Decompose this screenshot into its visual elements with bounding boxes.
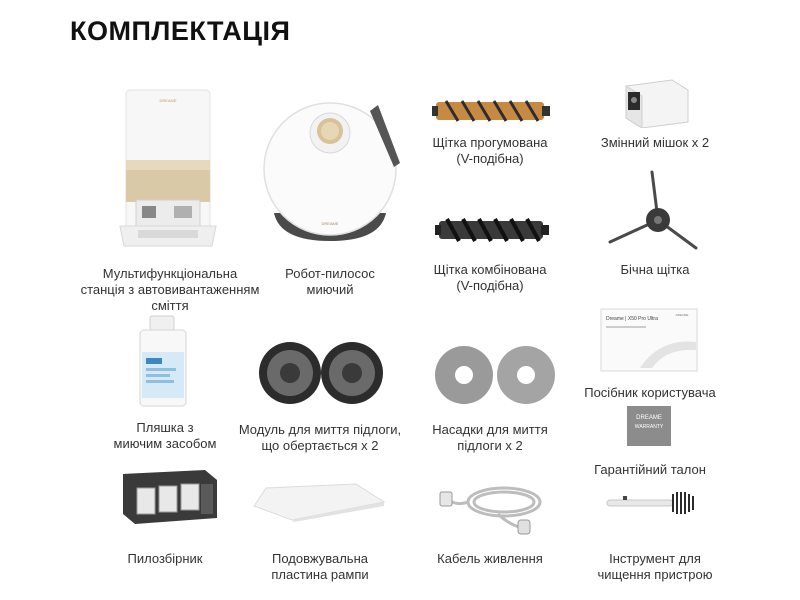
station-brand: DREAME bbox=[159, 98, 177, 103]
warranty-word: WARRANTY bbox=[634, 424, 664, 430]
mop-modules-image bbox=[258, 338, 384, 408]
dust-bin-image bbox=[117, 468, 221, 526]
warranty-brand: DREAME bbox=[636, 415, 662, 421]
caption-manual: Посібник користувача bbox=[584, 385, 716, 400]
side-brush-image bbox=[602, 168, 702, 258]
caption-bottle: Пляшка з миючим засобом bbox=[113, 420, 217, 451]
combo-brush-image bbox=[435, 217, 549, 243]
caption-ramp-plate: Подовжувальна пластина рампи bbox=[271, 551, 369, 582]
caption-robot: Робот-пилосос миючий bbox=[285, 266, 375, 297]
caption-cleaning-tool: Інструмент для чищення пристрою bbox=[597, 551, 713, 582]
caption-power-cable: Кабель живлення bbox=[437, 551, 543, 566]
caption-warranty: Гарантійний талон bbox=[594, 462, 706, 477]
caption-rubber-brush: Щітка прогумована (V-подібна) bbox=[432, 135, 548, 166]
robot-brand: DREAME bbox=[321, 221, 339, 226]
caption-dust-bag: Змінний мішок x 2 bbox=[600, 135, 710, 150]
caption-mop-modules: Модуль для миття підлоги, що обертається x 2 bbox=[238, 422, 402, 453]
manual-brand: DREAME bbox=[675, 313, 689, 317]
detergent-bottle-image bbox=[136, 314, 192, 408]
caption-station: Мультифункціональна станція з автовивантаженням сміття bbox=[80, 266, 260, 313]
dust-bag-image bbox=[622, 78, 692, 128]
robot-vacuum-image bbox=[250, 93, 410, 243]
cleaning-tool-image bbox=[605, 486, 697, 518]
manual-heading: Dreame | X50 Pro Ultra bbox=[606, 316, 658, 322]
rubber-brush-image bbox=[432, 98, 550, 124]
page-title: КОМПЛЕКТАЦІЯ bbox=[70, 16, 291, 46]
power-cable-image bbox=[438, 476, 548, 536]
caption-mop-pads: Насадки для миття підлоги x 2 bbox=[432, 422, 548, 453]
warranty-card-image bbox=[627, 406, 671, 446]
ramp-plate-image bbox=[252, 482, 388, 522]
caption-dust-bin: Пилозбірник bbox=[127, 551, 203, 566]
station-image bbox=[118, 88, 218, 248]
caption-side-brush: Бічна щітка bbox=[620, 262, 690, 277]
user-manual-image bbox=[600, 308, 700, 374]
mop-pads-image bbox=[434, 342, 556, 408]
caption-combo-brush: Щітка комбінована (V-подібна) bbox=[433, 262, 547, 293]
